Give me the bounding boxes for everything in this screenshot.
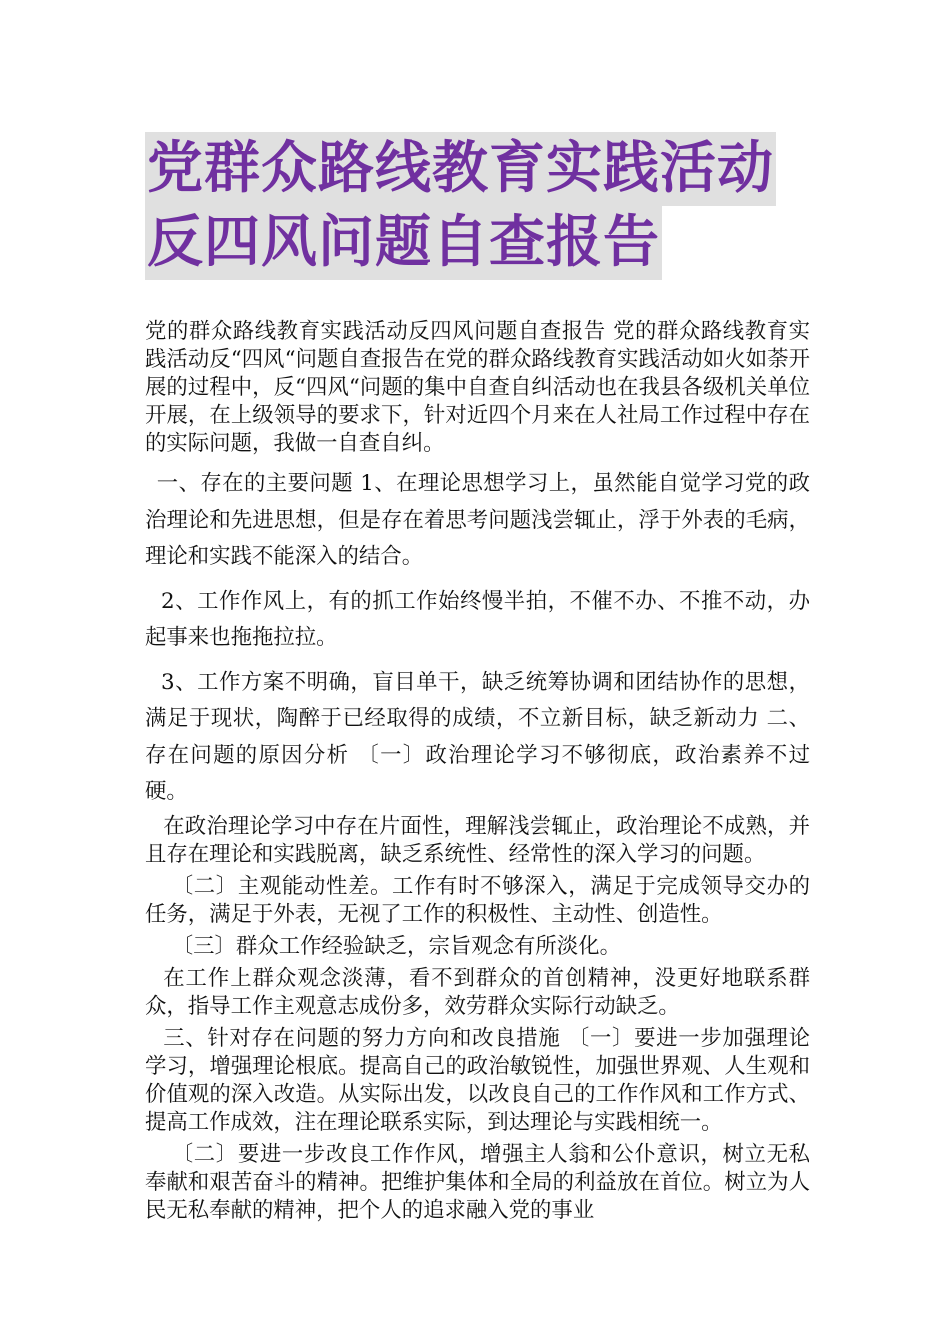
- paragraph-intro: 党的群众路线教育实践活动反四风问题自查报告 党的群众路线教育实践活动反“四风“问题自查报告在党的群众路线教育实践活动如火如荼开展的过程中，反“四风“问题的集中自查自纠活动也在我县各级机关单位开展，在上级领导的要求下，针对近四个月来在人社局工作过程中存在的实际问题，我做一自查自纠。: [145, 319, 810, 456]
- paragraph-cause-3: 〔三〕群众工作经验缺乏，宗旨观念有所淡化。: [171, 933, 621, 959]
- title-line-1: 党群众路线教育实践活动: [145, 132, 776, 206]
- paragraph-problems-2: 2、工作作风上，有的抓工作始终慢半拍，不催不办、不推不动，办起事来也拖拖拉拉。: [145, 588, 810, 650]
- document-title: [145, 132, 825, 280]
- paragraph-cause-3-detail: 在工作上群众观念淡薄，看不到群众的首创精神，没更好地联系群众，指导工作主观意志成份多，效劳群众实际行动缺乏。: [145, 965, 810, 1019]
- document-body: [145, 318, 810, 1225]
- title-line-2: 反四风问题自查报告: [145, 206, 662, 280]
- paragraph-problems-3: 3、工作方案不明确，盲目单干，缺乏统筹协调和团结协作的思想，满足于现状，陶醉于已经取得的成绩，不立新目标，缺乏新动力 二、存在问题的原因分析 〔一〕政治理论学习不够彻底，政治素养不过硬。: [145, 669, 810, 804]
- paragraph-problems-1: 一、存在的主要问题 1、在理论思想学习上，虽然能自觉学习党的政治理论和先进思想，但是存在着思考问题浅尝辄止，浮于外表的毛病，理论和实践不能深入的结合。: [145, 471, 810, 569]
- paragraph-measures-2: 〔二〕要进一步改良工作作风，增强主人翁和公仆意识，树立无私奉献和艰苦奋斗的精神。把维护集体和全局的利益放在首位。树立为人民无私奉献的精神，把个人的追求融入党的事业: [145, 1141, 810, 1223]
- paragraph-cause-1: 在政治理论学习中存在片面性，理解浅尝辄止，政治理论不成熟，并且存在理论和实践脱离，缺乏系统性、经常性的深入学习的问题。: [145, 813, 810, 867]
- paragraph-cause-2: 〔二〕主观能动性差。工作有时不够深入，满足于完成领导交办的任务，满足于外表，无视了工作的积极性、主动性、创造性。: [145, 873, 810, 927]
- paragraph-measures-1: 三、针对存在问题的努力方向和改良措施 〔一〕要进一步加强理论学习，增强理论根底。提高自己的政治敏锐性，加强世界观、人生观和价值观的深入改造。从实际出发，以改良自己的工作作风和工作方式、提高工作成效，注在理论联系实际，到达理论与实践相统一。: [145, 1025, 810, 1135]
